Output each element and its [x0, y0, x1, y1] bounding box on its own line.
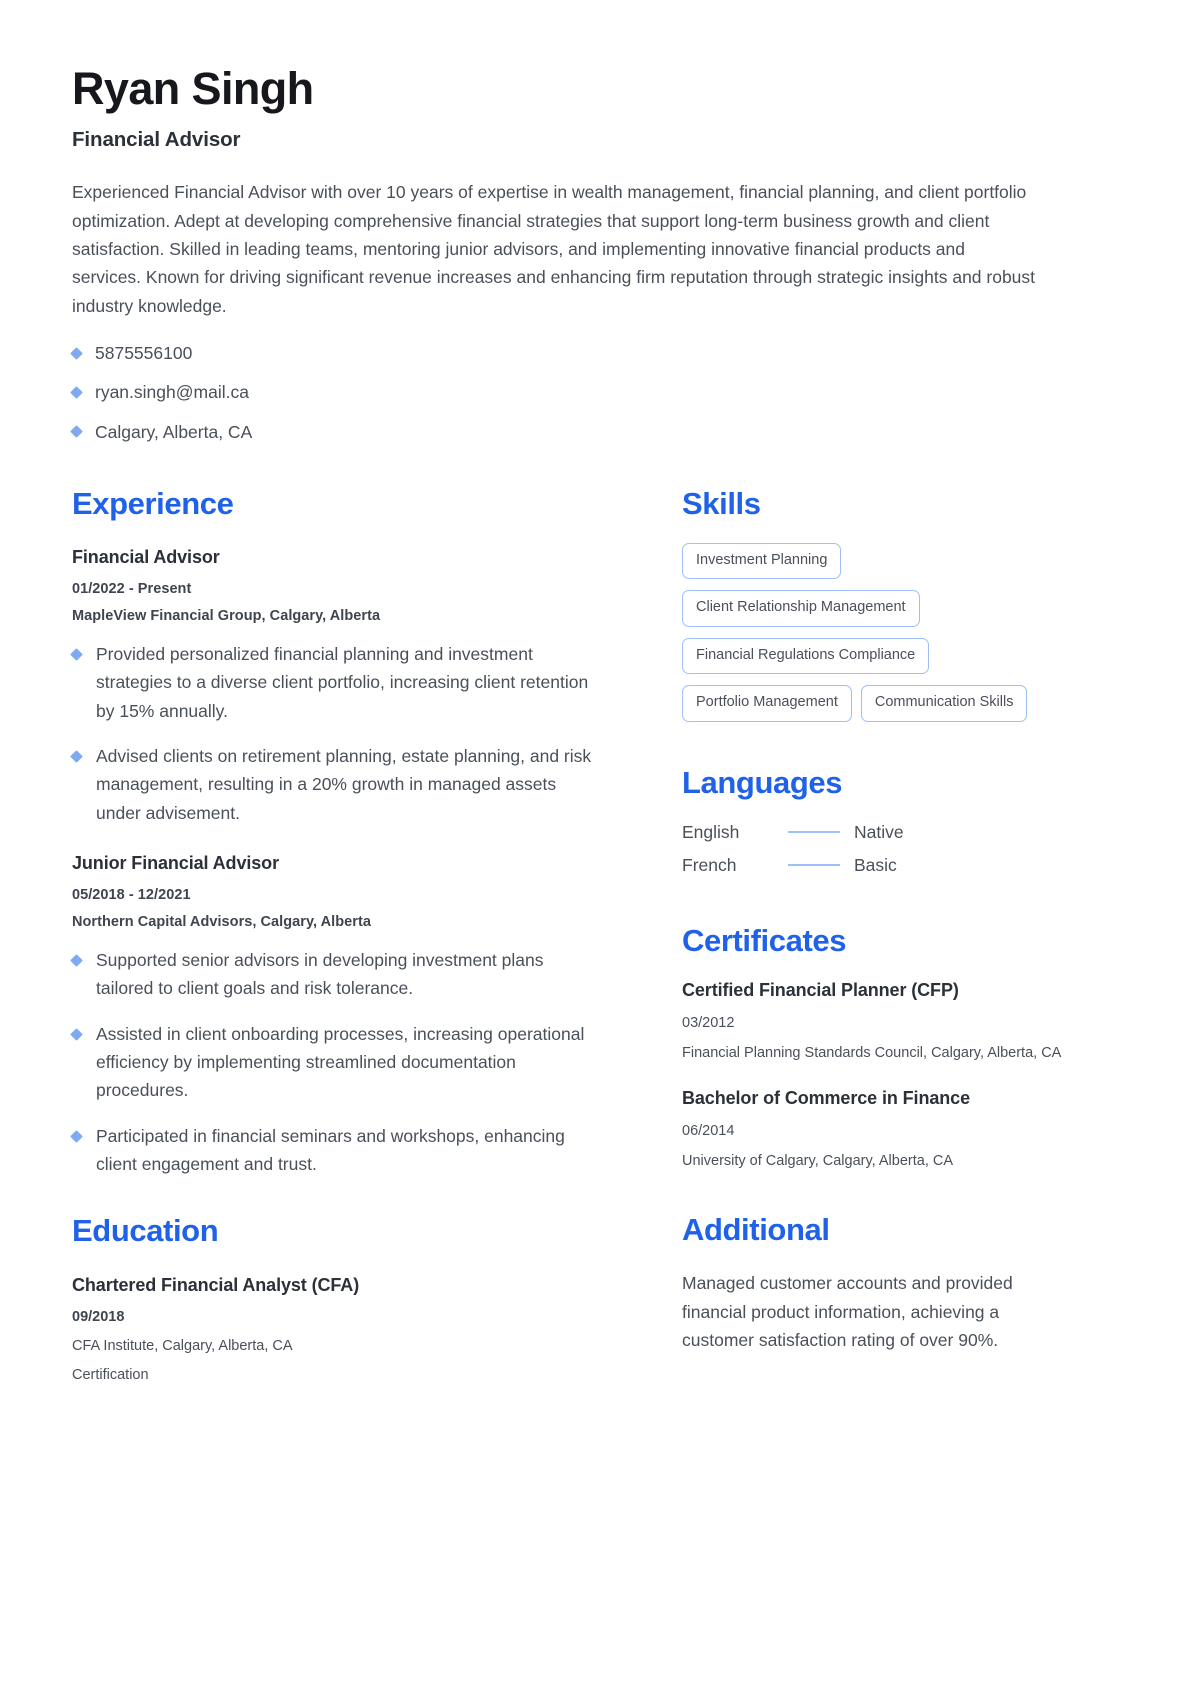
language-item	[682, 822, 1068, 843]
additional-text: Managed customer accounts and provided financial product information, achieving a customer satisfaction rating of over 90%.	[682, 1273, 1013, 1350]
skill-tag: Communication Skills	[861, 685, 1028, 721]
diamond-bullet-icon	[70, 750, 83, 763]
certificate-title: Certified Financial Planner (CFP)	[682, 979, 959, 1000]
language-level: Basic	[854, 854, 897, 875]
resume-header	[72, 64, 1118, 445]
certificate-date: 03/2012	[682, 1014, 735, 1031]
certificate-entry	[682, 1088, 1068, 1173]
contact-location-value: Calgary, Alberta, CA	[95, 421, 253, 442]
education-entry	[72, 1275, 592, 1383]
experience-entry-organization: MapleView Financial Group, Calgary, Alberta	[72, 607, 381, 624]
language-name: English	[682, 821, 740, 842]
bullet-item	[72, 946, 592, 1003]
candidate-job-title: Financial Advisor	[72, 128, 241, 152]
certificates-heading: Certificates	[682, 922, 847, 958]
certificate-entry	[682, 980, 1068, 1065]
certificate-organization: Financial Planning Standards Council, Calgary, Alberta, CA	[682, 1044, 1062, 1061]
diamond-bullet-icon	[70, 1130, 83, 1143]
right-column	[682, 487, 1068, 1362]
education-entry-dates: 09/2018	[72, 1308, 125, 1325]
skill-tag: Financial Regulations Compliance	[682, 638, 929, 674]
certificate-title: Bachelor of Commerce in Finance	[682, 1088, 970, 1109]
language-connector-line	[788, 864, 840, 866]
experience-entry-bullets	[72, 640, 592, 827]
experience-entry-dates: 05/2018 - 12/2021	[72, 887, 191, 904]
language-name: French	[682, 854, 737, 875]
skill-tag: Client Relationship Management	[682, 590, 920, 626]
skills-section	[682, 487, 1068, 722]
certificate-organization: University of Calgary, Calgary, Alberta, CA	[682, 1153, 954, 1170]
bullet-text: Assisted in client onboarding processes, increasing operational efficiency by implementing streamlined documentation procedures.	[96, 1023, 585, 1101]
contact-email-value: ryan.singh@mail.ca	[95, 382, 249, 403]
certificates-section	[682, 924, 1068, 1174]
experience-entry-organization: Northern Capital Advisors, Calgary, Alberta	[72, 914, 371, 931]
contact-item-phone	[72, 340, 1118, 366]
languages-section	[682, 766, 1068, 876]
skill-tag: Investment Planning	[682, 543, 841, 579]
experience-entry-dates: 01/2022 - Present	[72, 580, 192, 597]
diamond-bullet-icon	[70, 954, 83, 967]
contact-item-location	[72, 419, 1118, 445]
language-list	[682, 822, 1068, 876]
diamond-bullet-icon	[70, 347, 83, 360]
contact-item-email	[72, 379, 1118, 405]
experience-entry-bullets	[72, 946, 592, 1178]
education-heading: Education	[72, 1213, 219, 1249]
experience-entry-title: Financial Advisor	[72, 546, 220, 567]
diamond-bullet-icon	[70, 1028, 83, 1041]
bullet-text: Participated in financial seminars and workshops, enhancing client engagement and trust.	[96, 1125, 565, 1175]
diamond-bullet-icon	[70, 386, 83, 399]
contact-phone-value: 5875556100	[95, 343, 193, 364]
bullet-text: Advised clients on retirement planning, estate planning, and risk management, resulting in a 20% growth in managed assets under advisement.	[96, 745, 592, 823]
experience-heading: Experience	[72, 485, 234, 521]
education-entry-organization: CFA Institute, Calgary, Alberta, CA	[72, 1337, 293, 1354]
skill-tag: Portfolio Management	[682, 685, 852, 721]
language-level: Native	[854, 821, 904, 842]
additional-section	[682, 1213, 1068, 1354]
language-connector-line	[788, 831, 840, 833]
bullet-text: Supported senior advisors in developing investment plans tailored to client goals and risk tolerance.	[96, 950, 544, 999]
bullet-item	[72, 742, 592, 827]
diamond-bullet-icon	[70, 648, 83, 661]
professional-summary: Experienced Financial Advisor with over 10 years of expertise in wealth management, financial planning, and client portfolio optimization. Adept at developing comprehensive financial strategies that support long-term business growth and client satisfaction. Skilled in leading teams, mentoring junior advisors, and implementing innovative financial products and services. Known for driving significant revenue increases and enhancing firm reputation through strategic insights and robust industry knowledge.	[72, 182, 1036, 316]
language-item	[682, 855, 1068, 876]
experience-section	[72, 487, 592, 1179]
skill-tag-list	[682, 543, 1068, 722]
education-entry-title: Chartered Financial Analyst (CFA)	[72, 1274, 360, 1295]
bullet-item	[72, 1122, 592, 1179]
certificate-date: 06/2014	[682, 1123, 735, 1140]
additional-heading: Additional	[682, 1212, 830, 1248]
skills-heading: Skills	[682, 485, 761, 521]
experience-entry	[72, 853, 592, 1178]
left-column	[72, 487, 632, 1409]
resume-body-columns	[72, 487, 1118, 1409]
candidate-name: Ryan Singh	[72, 63, 314, 114]
bullet-item	[72, 1020, 592, 1105]
diamond-bullet-icon	[70, 425, 83, 438]
education-section	[72, 1214, 592, 1382]
education-entry-type: Certification	[72, 1366, 149, 1383]
bullet-text: Provided personalized financial planning and investment strategies to a diverse client portfolio, increasing client retention by 15% annually.	[96, 643, 589, 721]
contact-list	[72, 340, 1118, 445]
bullet-item	[72, 640, 592, 725]
experience-entry	[72, 547, 592, 827]
experience-entry-title: Junior Financial Advisor	[72, 853, 279, 874]
languages-heading: Languages	[682, 764, 843, 800]
